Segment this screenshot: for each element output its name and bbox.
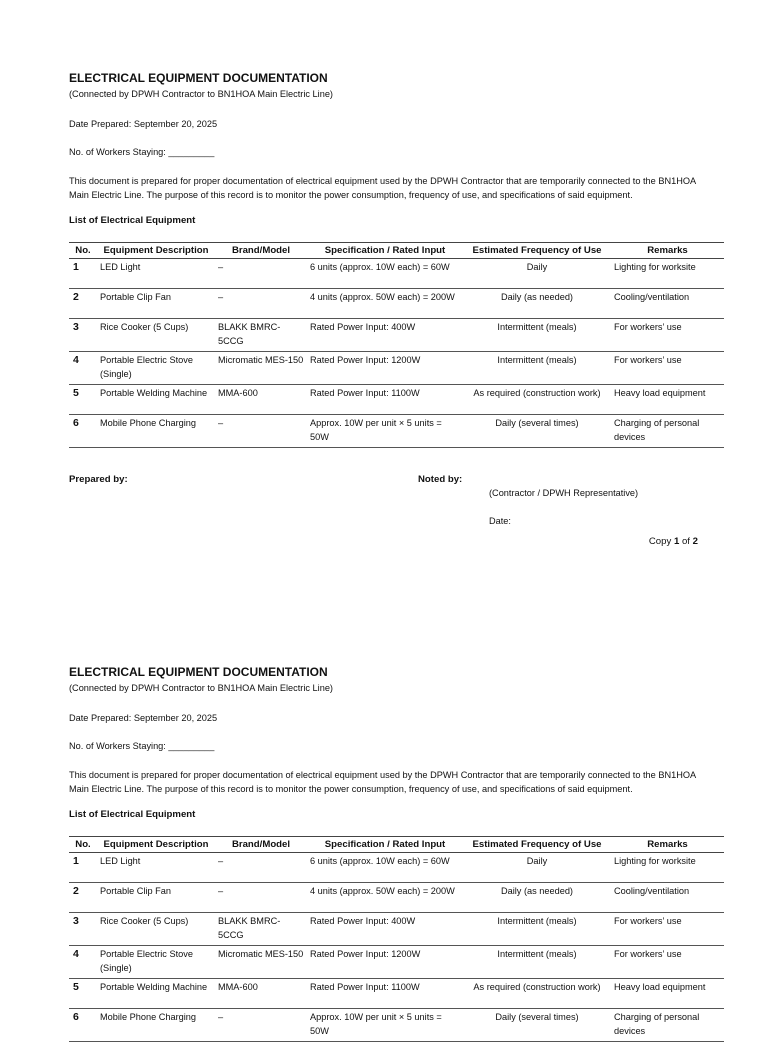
row-no: 1 xyxy=(69,259,97,289)
row-spec: 6 units (approx. 10W each) = 60W xyxy=(307,853,463,883)
row-description: Mobile Phone Charging xyxy=(97,1009,215,1042)
date-prepared: Date Prepared: September 20, 2025 xyxy=(69,713,218,723)
table-row xyxy=(69,946,724,979)
row-frequency: Daily (as needed) xyxy=(463,289,611,319)
row-spec: Rated Power Input: 1200W xyxy=(307,352,463,385)
col-header-frequency: Estimated Frequency of Use xyxy=(463,837,611,853)
table-row xyxy=(69,853,724,883)
row-brand: – xyxy=(215,853,307,883)
col-header-remarks: Remarks xyxy=(611,243,724,259)
row-frequency: As required (construction work) xyxy=(463,385,611,415)
row-brand: MMA-600 xyxy=(215,385,307,415)
table-row xyxy=(69,1009,724,1042)
row-description: LED Light xyxy=(97,259,215,289)
row-remarks: For workers’ use xyxy=(611,946,724,979)
document-subtitle: (Connected by DPWH Contractor to BN1HOA Main Electric Line) xyxy=(69,89,333,99)
row-brand: Micromatic MES-150 xyxy=(215,946,307,979)
row-remarks: Heavy load equipment xyxy=(611,385,724,415)
row-frequency: Intermittent (meals) xyxy=(463,913,611,946)
row-description: Rice Cooker (5 Cups) xyxy=(97,319,215,352)
list-heading: List of Electrical Equipment xyxy=(69,215,196,226)
table-row xyxy=(69,883,724,913)
copy-of: of xyxy=(681,536,690,547)
table-header-row xyxy=(69,243,724,259)
row-brand: Micromatic MES-150 xyxy=(215,352,307,385)
row-description: LED Light xyxy=(97,853,215,883)
col-header-frequency: Estimated Frequency of Use xyxy=(463,243,611,259)
row-spec: Rated Power Input: 1100W xyxy=(307,979,463,1009)
representative-label: (Contractor / DPWH Representative) xyxy=(489,488,639,498)
copy-prefix: Copy xyxy=(648,536,672,547)
document-copy-1 xyxy=(69,70,706,547)
row-remarks: Lighting for worksite xyxy=(611,259,724,289)
row-remarks: Cooling/ventilation xyxy=(611,883,724,913)
document-copy-2 xyxy=(69,664,706,1042)
row-spec: 4 units (approx. 50W each) = 200W xyxy=(307,883,463,913)
row-frequency: Intermittent (meals) xyxy=(463,319,611,352)
workers-staying: No. of Workers Staying: _________ xyxy=(69,147,215,157)
table-row xyxy=(69,259,724,289)
row-remarks: For workers’ use xyxy=(611,319,724,352)
equipment-table xyxy=(69,836,724,1042)
workers-staying: No. of Workers Staying: _________ xyxy=(69,741,215,751)
row-remarks: For workers’ use xyxy=(611,352,724,385)
row-frequency: Intermittent (meals) xyxy=(463,352,611,385)
noted-by-label: Noted by: xyxy=(418,474,463,485)
prepared-by-label: Prepared by: xyxy=(69,474,128,485)
row-brand: BLAKK BMRC-5CCG xyxy=(215,319,307,352)
document-title: ELECTRICAL EQUIPMENT DOCUMENTATION xyxy=(69,71,328,85)
intro-paragraph: This document is prepared for proper documentation of electrical equipment used by the DPWH Contractor that are temporarily connected to the BN1HOA Main Electric Line. The purpose of this record is to monitor the power consumption, frequency of use, and specifications of said equipment. xyxy=(69,770,696,794)
date-label: Date: xyxy=(489,516,511,526)
row-frequency: As required (construction work) xyxy=(463,979,611,1009)
table-header-row xyxy=(69,837,724,853)
col-header-no: No. xyxy=(69,243,97,259)
row-no: 5 xyxy=(69,385,97,415)
row-remarks: Heavy load equipment xyxy=(611,979,724,1009)
row-spec: Approx. 10W per unit × 5 units = 50W xyxy=(307,415,463,448)
row-brand: MMA-600 xyxy=(215,979,307,1009)
document-title: ELECTRICAL EQUIPMENT DOCUMENTATION xyxy=(69,665,328,679)
row-description: Portable Electric Stove (Single) xyxy=(97,352,215,385)
row-no: 3 xyxy=(69,319,97,352)
table-row xyxy=(69,319,724,352)
row-spec: Rated Power Input: 400W xyxy=(307,319,463,352)
row-frequency: Daily xyxy=(463,259,611,289)
equipment-table xyxy=(69,242,724,448)
row-no: 2 xyxy=(69,289,97,319)
copy-current: 1 xyxy=(673,536,680,547)
row-remarks: Charging of personal devices xyxy=(611,415,724,448)
row-remarks: Lighting for worksite xyxy=(611,853,724,883)
table-row xyxy=(69,913,724,946)
copy-number xyxy=(649,536,698,547)
row-brand: – xyxy=(215,259,307,289)
row-spec: Approx. 10W per unit × 5 units = 50W xyxy=(307,1009,463,1042)
row-remarks: Charging of personal devices xyxy=(611,1009,724,1042)
table-row xyxy=(69,415,724,448)
row-no: 2 xyxy=(69,883,97,913)
row-brand: – xyxy=(215,415,307,448)
row-description: Portable Welding Machine xyxy=(97,385,215,415)
row-description: Mobile Phone Charging xyxy=(97,415,215,448)
row-frequency: Daily (several times) xyxy=(463,1009,611,1042)
list-heading: List of Electrical Equipment xyxy=(69,809,196,820)
row-brand: – xyxy=(215,1009,307,1042)
row-brand: – xyxy=(215,883,307,913)
row-remarks: For workers’ use xyxy=(611,913,724,946)
row-spec: 6 units (approx. 10W each) = 60W xyxy=(307,259,463,289)
col-header-spec: Specification / Rated Input xyxy=(307,837,463,853)
document-subtitle: (Connected by DPWH Contractor to BN1HOA Main Electric Line) xyxy=(69,683,333,693)
row-remarks: Cooling/ventilation xyxy=(611,289,724,319)
col-header-description: Equipment Description xyxy=(97,837,215,853)
row-frequency: Daily xyxy=(463,853,611,883)
row-no: 5 xyxy=(69,979,97,1009)
date-prepared: Date Prepared: September 20, 2025 xyxy=(69,119,218,129)
col-header-spec: Specification / Rated Input xyxy=(307,243,463,259)
col-header-brand: Brand/Model xyxy=(215,243,307,259)
row-no: 4 xyxy=(69,352,97,385)
row-no: 4 xyxy=(69,946,97,979)
row-description: Portable Electric Stove (Single) xyxy=(97,946,215,979)
row-frequency: Daily (several times) xyxy=(463,415,611,448)
col-header-brand: Brand/Model xyxy=(215,837,307,853)
row-description: Portable Welding Machine xyxy=(97,979,215,1009)
row-spec: Rated Power Input: 400W xyxy=(307,913,463,946)
row-no: 6 xyxy=(69,415,97,448)
row-no: 1 xyxy=(69,853,97,883)
row-brand: – xyxy=(215,289,307,319)
row-description: Portable Clip Fan xyxy=(97,289,215,319)
table-row xyxy=(69,979,724,1009)
col-header-description: Equipment Description xyxy=(97,243,215,259)
row-spec: Rated Power Input: 1100W xyxy=(307,385,463,415)
intro-paragraph: This document is prepared for proper documentation of electrical equipment used by the DPWH Contractor that are temporarily connected to the BN1HOA Main Electric Line. The purpose of this record is to monitor the power consumption, frequency of use, and specifications of said equipment. xyxy=(69,176,696,200)
row-description: Rice Cooker (5 Cups) xyxy=(97,913,215,946)
row-spec: Rated Power Input: 1200W xyxy=(307,946,463,979)
signature-section xyxy=(69,474,698,547)
table-row xyxy=(69,352,724,385)
row-no: 6 xyxy=(69,1009,97,1042)
row-no: 3 xyxy=(69,913,97,946)
row-brand: BLAKK BMRC-5CCG xyxy=(215,913,307,946)
table-row xyxy=(69,289,724,319)
table-row xyxy=(69,385,724,415)
row-frequency: Daily (as needed) xyxy=(463,883,611,913)
col-header-remarks: Remarks xyxy=(611,837,724,853)
row-spec: 4 units (approx. 50W each) = 200W xyxy=(307,289,463,319)
copy-total: 2 xyxy=(692,536,698,547)
col-header-no: No. xyxy=(69,837,97,853)
row-description: Portable Clip Fan xyxy=(97,883,215,913)
row-frequency: Intermittent (meals) xyxy=(463,946,611,979)
